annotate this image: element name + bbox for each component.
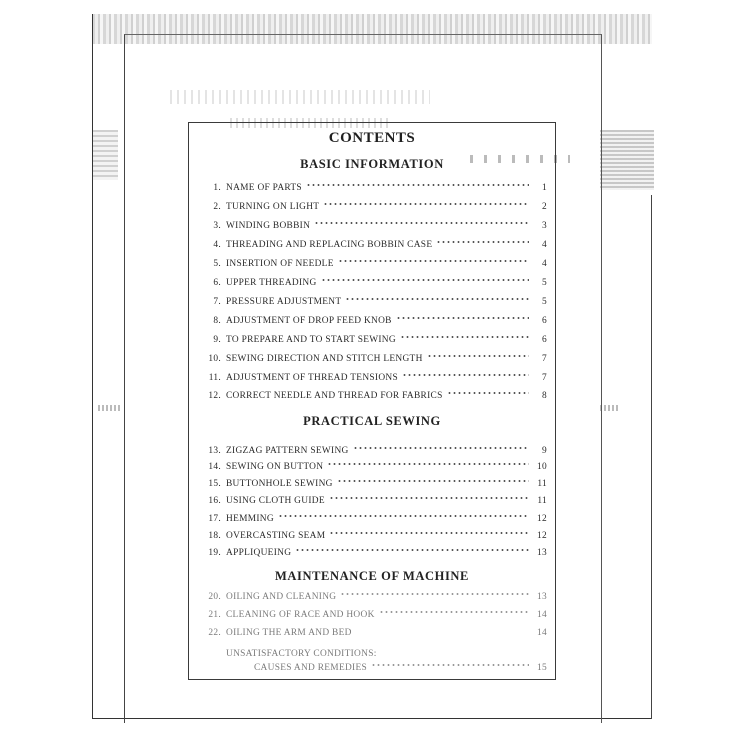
toc-title: ADJUSTMENT OF DROP FEED KNOB [226, 316, 392, 326]
toc-page-number: 12 [537, 514, 547, 524]
toc-title: CLEANING OF RACE AND HOOK [226, 610, 375, 620]
toc-entry[interactable] [203, 512, 547, 526]
toc-number: 8. [213, 316, 221, 326]
toc-page-number: 2 [542, 202, 547, 212]
toc-entry[interactable] [203, 608, 547, 622]
toc-title: TURNING ON LIGHT [226, 202, 320, 212]
toc-entry[interactable] [203, 257, 547, 271]
toc-entry[interactable] [203, 477, 547, 491]
toc-entry[interactable] [203, 276, 547, 290]
toc-number: 15. [208, 479, 221, 489]
toc-page-number: 4 [542, 259, 547, 269]
toc-page-number: 13 [537, 592, 547, 602]
toc-entry[interactable] [203, 590, 547, 604]
toc-title: CORRECT NEEDLE AND THREAD FOR FABRICS [226, 391, 443, 401]
toc-entry[interactable] [203, 529, 547, 543]
scan-noise [98, 405, 122, 411]
toc-page-number: 11 [537, 479, 547, 489]
contents-title: CONTENTS [328, 130, 416, 146]
toc-entry[interactable] [203, 444, 547, 458]
toc-number: 6. [213, 278, 221, 288]
dot-leader [353, 443, 529, 452]
toc-entry[interactable] [203, 546, 547, 560]
toc-entry[interactable] [203, 460, 547, 474]
toc-title-line1: UNSATISFACTORY CONDITIONS: [226, 649, 377, 659]
toc-entry[interactable] [203, 219, 547, 233]
dot-leader [402, 370, 529, 379]
dot-leader [278, 511, 529, 520]
dot-leader [314, 218, 529, 227]
toc-title: UPPER THREADING [226, 278, 317, 288]
toc-entry[interactable] [203, 238, 547, 252]
toc-page-number: 15 [537, 663, 547, 673]
toc-title: USING CLOTH GUIDE [226, 496, 325, 506]
toc-number: 22. [208, 628, 221, 638]
toc-page-number: 14 [537, 628, 547, 638]
contents-box [188, 122, 556, 680]
page-edge-right [651, 195, 652, 719]
toc-title: HEMMING [226, 514, 274, 524]
dot-leader [321, 275, 529, 284]
toc-page-number: 3 [542, 221, 547, 231]
toc-page-number: 8 [542, 391, 547, 401]
toc-number: 18. [208, 531, 221, 541]
toc-page-number: 1 [542, 183, 547, 193]
dot-leader [329, 528, 529, 537]
toc-entry[interactable] [203, 389, 547, 403]
dot-leader [306, 180, 529, 189]
toc-title: APPLIQUEING [226, 548, 292, 558]
toc-page-number: 11 [537, 496, 547, 506]
toc-number: 10. [208, 354, 221, 364]
dot-leader [427, 351, 529, 360]
toc-page-number: 7 [542, 373, 547, 383]
toc-title: OILING AND CLEANING [226, 592, 337, 602]
page-edge-left [92, 14, 93, 719]
dot-leader [327, 459, 529, 468]
toc-number: 21. [208, 610, 221, 620]
toc-entry[interactable] [203, 371, 547, 385]
toc-title: BUTTONHOLE SEWING [226, 479, 333, 489]
toc-number: 17. [208, 514, 221, 524]
dot-leader [338, 256, 529, 265]
toc-page-number: 7 [542, 354, 547, 364]
toc-page-number: 14 [537, 610, 547, 620]
section-heading-practical-sewing: PRACTICAL SEWING [303, 414, 441, 428]
toc-entry-unsatisfactory-conditions[interactable] [226, 648, 547, 675]
toc-title-line2-row [226, 661, 547, 675]
toc-page-number: 10 [537, 462, 547, 472]
toc-page-number: 5 [542, 278, 547, 288]
dot-leader [396, 313, 529, 322]
toc-page-number: 9 [542, 446, 547, 456]
dot-leader [329, 493, 529, 502]
dot-leader [337, 476, 529, 485]
toc-entry[interactable] [203, 314, 547, 328]
toc-entry[interactable] [203, 494, 547, 508]
toc-title: SEWING ON BUTTON [226, 462, 324, 472]
scan-artifact-left [92, 130, 118, 180]
dot-leader [345, 294, 529, 303]
toc-number: 1. [213, 183, 221, 193]
toc-page-number: 6 [542, 335, 547, 345]
toc-page-number: 6 [542, 316, 547, 326]
scan-artifact-right [600, 130, 654, 190]
toc-entry[interactable] [203, 352, 547, 366]
toc-title: OVERCASTING SEAM [226, 531, 326, 541]
toc-title: OILING THE ARM AND BED [226, 628, 352, 638]
toc-page-number: 4 [542, 240, 547, 250]
toc-page-number: 5 [542, 297, 547, 307]
toc-number: 2. [213, 202, 221, 212]
toc-number: 7. [213, 297, 221, 307]
toc-title: ZIGZAG PATTERN SEWING [226, 446, 349, 456]
dot-leader [323, 199, 529, 208]
toc-entry[interactable] [203, 181, 547, 195]
section-heading-basic-information: BASIC INFORMATION [300, 157, 444, 171]
dot-leader [340, 589, 529, 598]
toc-number: 11. [208, 373, 221, 383]
toc-entry[interactable] [203, 295, 547, 309]
toc-title: NAME OF PARTS [226, 183, 302, 193]
scan-noise [600, 405, 618, 411]
dot-leader [379, 607, 529, 616]
toc-title: INSERTION OF NEEDLE [226, 259, 334, 269]
toc-title: ADJUSTMENT OF THREAD TENSIONS [226, 373, 398, 383]
toc-number: 5. [213, 259, 221, 269]
toc-page-number: 12 [537, 531, 547, 541]
toc-title: PRESSURE ADJUSTMENT [226, 297, 342, 307]
toc-title: TO PREPARE AND TO START SEWING [226, 335, 396, 345]
toc-number: 12. [208, 391, 221, 401]
dot-leader [447, 388, 529, 397]
toc-title: SEWING DIRECTION AND STITCH LENGTH [226, 354, 423, 364]
toc-number: 20. [208, 592, 221, 602]
toc-title-line2: CAUSES AND REMEDIES [254, 663, 368, 673]
toc-number: 16. [208, 496, 221, 506]
toc-number: 13. [208, 446, 221, 456]
dot-leader [371, 660, 529, 669]
toc-number: 9. [213, 335, 221, 345]
dot-leader [400, 332, 529, 341]
toc-number: 3. [213, 221, 221, 231]
toc-title: WINDING BOBBIN [226, 221, 311, 231]
dot-leader [436, 237, 529, 246]
toc-title: THREADING AND REPLACING BOBBIN CASE [226, 240, 433, 250]
toc-number: 19. [208, 548, 221, 558]
toc-number: 4. [213, 240, 221, 250]
toc-number: 14. [208, 462, 221, 472]
dot-leader [295, 545, 529, 554]
section-heading-maintenance: MAINTENANCE OF MACHINE [275, 569, 469, 583]
toc-page-number: 13 [537, 548, 547, 558]
toc-entry[interactable] [203, 200, 547, 214]
toc-entry[interactable] [203, 626, 547, 640]
toc-entry[interactable] [203, 333, 547, 347]
